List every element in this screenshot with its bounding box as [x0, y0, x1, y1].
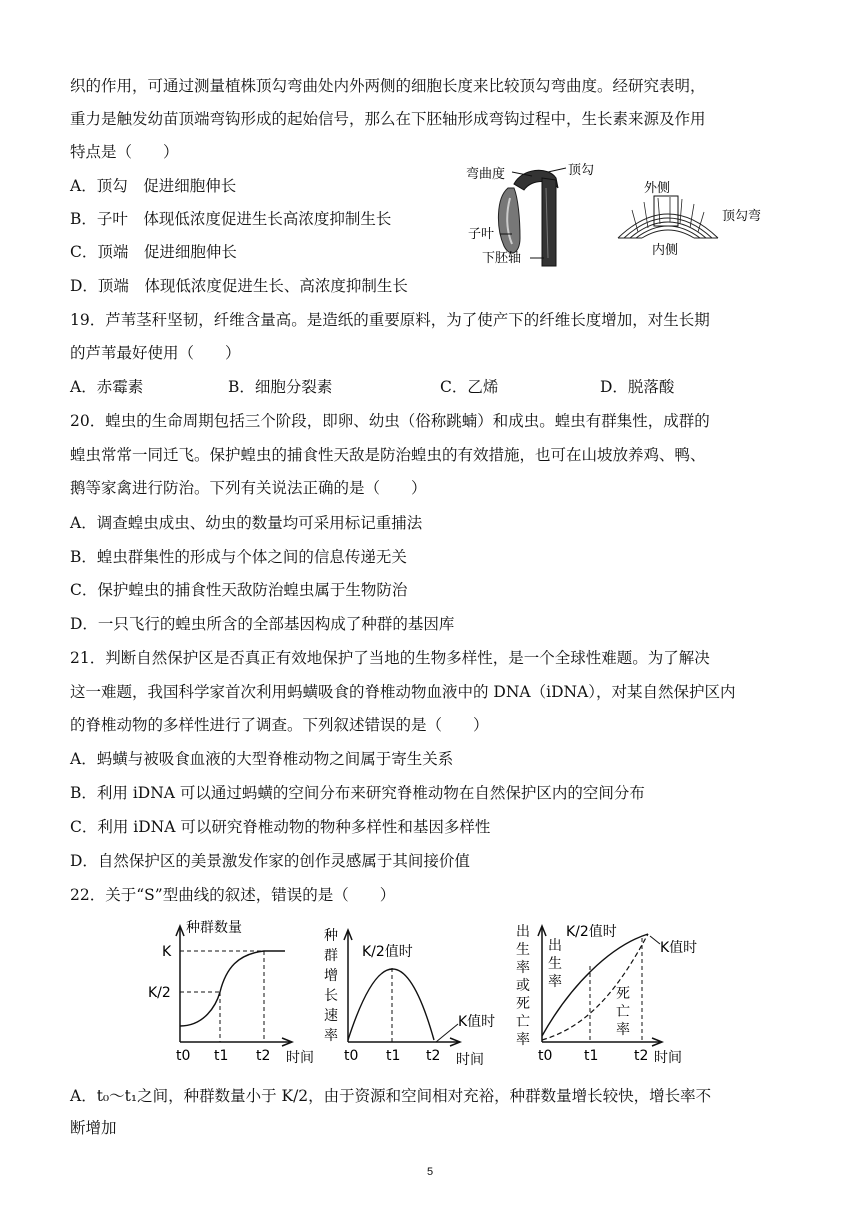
- g2-t0: t0: [344, 1048, 359, 1064]
- label-hook-bend: 顶勾弯: [722, 209, 762, 224]
- hook-cells-figure: [608, 180, 788, 260]
- g3-ylabel-2: 生: [516, 942, 530, 958]
- q18-option-b: B．子叶 体现低浓度促进生长高浓度抑制生长: [70, 210, 392, 228]
- g2-t2: t2: [426, 1048, 441, 1064]
- q21-line-2: 这一难题，我国科学家首次利用蚂蟥吸食的脊椎动物血液中的 DNA（iDNA），对某自然保护区内: [70, 683, 736, 701]
- g2-ylabel-6: 率: [324, 1028, 338, 1044]
- label-bend: 弯曲度: [466, 167, 506, 182]
- g2-ylabel-4: 长: [324, 988, 338, 1004]
- g2-xlabel: 时间: [456, 1052, 484, 1066]
- g3-death-2: 亡: [616, 1004, 630, 1020]
- g3-ylabel-5: 死: [516, 996, 530, 1012]
- hump-curve: [348, 969, 434, 1040]
- q18-option-c: C．顶端 促进细胞伸长: [70, 243, 237, 261]
- g2-end: K值时: [458, 1014, 496, 1030]
- g3-ylabel-3: 率: [516, 960, 530, 976]
- q21-option-b: B．利用 iDNA 可以通过蚂蟥的空间分布来研究脊椎动物在自然保护区内的空间分布: [70, 784, 645, 802]
- label-hypocotyl: 下胚轴: [482, 251, 522, 266]
- graph-birth-death-rate: [510, 916, 710, 1066]
- g3-k2: K/2值时: [566, 924, 617, 940]
- q20-line-1: 20．蝗虫的生命周期包括三个阶段，即卵、幼虫（俗称跳蝻）和成虫。蝗虫有群集性，成群的: [70, 412, 710, 430]
- label-hook: 顶勾: [568, 163, 595, 178]
- q20-line-2: 蝗虫常常一同迁飞。保护蝗虫的捕食性天敌是防治蝗虫的有效措施，也可在山坡放养鸡、鸭、: [70, 446, 706, 464]
- g1-t2: t2: [256, 1048, 271, 1064]
- g1-k: K: [162, 944, 172, 960]
- g3-ylabel-7: 率: [516, 1032, 530, 1048]
- g3-t0: t0: [538, 1048, 553, 1064]
- g3-birth-2: 生: [548, 956, 562, 972]
- q20-option-c: C．保护蝗虫的捕食性天敌防治蝗虫属于生物防治: [70, 581, 408, 599]
- q21-line-1: 21．判断自然保护区是否真正有效地保护了当地的生物多样性，是一个全球性难题。为了解决: [70, 649, 710, 667]
- g3-birth-3: 率: [548, 974, 562, 990]
- graph-growth-rate: [318, 916, 508, 1066]
- g2-ylabel-3: 增: [324, 968, 338, 984]
- g3-ylabel-1: 出: [516, 924, 530, 940]
- g2-t1: t1: [386, 1048, 401, 1064]
- q19-option-d: D．脱落酸: [600, 378, 675, 396]
- g2-ylabel-2: 群: [324, 948, 338, 964]
- g1-t1: t1: [214, 1048, 229, 1064]
- g3-t2: t2: [634, 1048, 649, 1064]
- q18-option-d: D．顶端 体现低浓度促进生长、高浓度抑制生长: [70, 277, 408, 295]
- g3-t1: t1: [584, 1048, 599, 1064]
- q19-option-c: C．乙烯: [440, 378, 499, 396]
- label-cotyledon: 子叶: [468, 227, 495, 242]
- g3-birth-1: 出: [548, 938, 562, 954]
- q21-option-c: C．利用 iDNA 可以研究脊椎动物的物种多样性和基因多样性: [70, 818, 491, 836]
- q21-option-d: D．自然保护区的美景激发作家的创作灵感属于其间接价值: [70, 852, 470, 870]
- q20-line-3: 鹅等家禽进行防治。下列有关说法正确的是（ ）: [70, 479, 427, 497]
- q19-line-2: 的芦苇最好使用（ ）: [70, 344, 241, 362]
- q18-line-3: 特点是（ ）: [70, 143, 179, 161]
- q21-option-a: A．蚂蟥与被吸食血液的大型脊椎动物之间属于寄生关系: [70, 750, 454, 768]
- g1-t0: t0: [176, 1048, 191, 1064]
- s-curve: [180, 951, 285, 1026]
- q22-option-a-line-2: 断增加: [70, 1119, 117, 1137]
- q19-option-b: B．细胞分裂素: [228, 378, 333, 396]
- q19-line-1: 19．芦苇茎秆坚韧，纤维含量高。是造纸的重要原料，为了使产下的纤维长度增加，对生长期: [70, 311, 710, 329]
- g3-death-1: 死: [616, 986, 630, 1002]
- graph-population-size: [140, 916, 320, 1066]
- g3-death-3: 率: [616, 1022, 630, 1038]
- g1-xlabel: 时间: [286, 1050, 314, 1066]
- q22-option-a-line-1: A．t₀～t₁之间，种群数量小于 K/2，由于资源和空间相对充裕，种群数量增长较快，增长率不: [70, 1087, 712, 1105]
- g3-ylabel-4: 或: [516, 978, 530, 994]
- q19-option-a: A．赤霉素: [70, 378, 144, 396]
- q18-line-2: 重力是触发幼苗顶端弯钩形成的起始信号，那么在下胚轴形成弯钩过程中，生长素来源及作用: [70, 110, 706, 128]
- label-inner: 内侧: [652, 243, 679, 258]
- g3-xlabel: 时间: [654, 1050, 682, 1066]
- g3-kval: K值时: [660, 940, 698, 956]
- g1-k2: K/2: [148, 985, 171, 1001]
- label-outer: 外侧: [644, 181, 671, 196]
- q22-line: 22．关于“S”型曲线的叙述，错误的是（ ）: [70, 886, 396, 904]
- q20-option-d: D．一只飞行的蝗虫所含的全部基因构成了种群的基因库: [70, 615, 455, 633]
- q18-line-1: 织的作用，可通过测量植株顶勾弯曲处内外两侧的细胞长度来比较顶勾弯曲度。经研究表明，: [70, 77, 706, 95]
- g1-ylabel: 种群数量: [186, 920, 242, 936]
- g3-ylabel-6: 亡: [516, 1014, 530, 1030]
- q20-option-a: A．调查蝗虫成虫、幼虫的数量均可采用标记重捕法: [70, 514, 423, 532]
- seedling-figure: [462, 158, 622, 270]
- g2-ylabel-5: 速: [324, 1008, 338, 1024]
- q20-option-b: B．蝗虫群集性的形成与个体之间的信息传递无关: [70, 548, 407, 566]
- q21-line-3: 的脊椎动物的多样性进行了调查。下列叙述错误的是（ ）: [70, 716, 489, 734]
- page-number: 5: [426, 1166, 434, 1178]
- g2-peak: K/2值时: [362, 944, 413, 960]
- q18-option-a: A．顶勾 促进细胞伸长: [70, 177, 237, 195]
- g2-ylabel-1: 种: [324, 928, 338, 944]
